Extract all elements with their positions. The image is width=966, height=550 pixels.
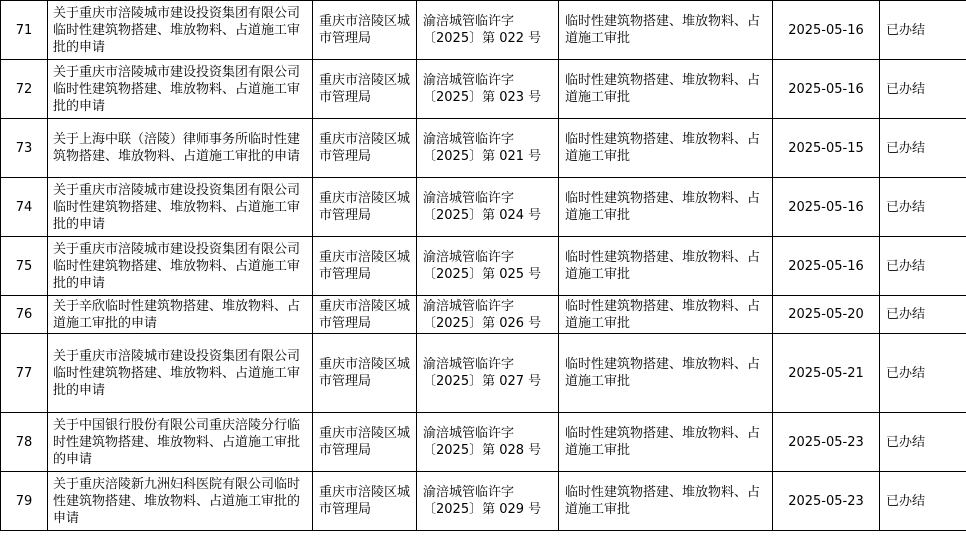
permit-prefix: 渝涪城管临许字 (423, 298, 515, 314)
row-number: 76 (1, 296, 48, 334)
approval-date: 2025-05-23 (773, 472, 880, 531)
approval-date: 2025-05-20 (773, 296, 880, 334)
approval-date: 2025-05-16 (773, 60, 880, 119)
permit-number (417, 119, 559, 178)
status: 已办结 (880, 237, 966, 296)
row-number: 79 (1, 472, 48, 531)
department: 重庆市涪陵区城市管理局 (313, 413, 417, 472)
table-row (1, 472, 966, 531)
application-title: 关于重庆涪陵新九洲妇科医院有限公司临时性建筑物搭建、堆放物料、占道施工审批的申请 (48, 472, 313, 531)
department: 重庆市涪陵区城市管理局 (313, 472, 417, 531)
row-number: 71 (1, 1, 48, 60)
approval-type: 临时性建筑物搭建、堆放物料、占道施工审批 (559, 413, 773, 472)
table-row (1, 60, 966, 119)
permit-prefix: 渝涪城管临许字 (423, 357, 515, 372)
application-title: 关于上海中联（涪陵）律师事务所临时性建筑物搭建、堆放物料、占道施工审批的申请 (48, 119, 313, 178)
approval-date: 2025-05-16 (773, 178, 880, 237)
department: 重庆市涪陵区城市管理局 (313, 334, 417, 413)
row-number: 75 (1, 237, 48, 296)
status: 已办结 (880, 60, 966, 119)
status: 已办结 (880, 334, 966, 413)
department: 重庆市涪陵区城市管理局 (313, 237, 417, 296)
row-number: 73 (1, 119, 48, 178)
permit-serial: 〔2025〕第 027 号 (423, 374, 542, 389)
row-number: 78 (1, 413, 48, 472)
permit-serial: 〔2025〕第 029 号 (423, 502, 542, 517)
status: 已办结 (880, 413, 966, 472)
department: 重庆市涪陵区城市管理局 (313, 119, 417, 178)
permit-prefix: 渝涪城管临许字 (423, 73, 515, 88)
approval-type: 临时性建筑物搭建、堆放物料、占道施工审批 (559, 1, 773, 60)
permit-number (417, 334, 559, 413)
approval-type: 临时性建筑物搭建、堆放物料、占道施工审批 (559, 472, 773, 531)
permit-number (417, 472, 559, 531)
approval-date: 2025-05-16 (773, 237, 880, 296)
permit-number (417, 178, 559, 237)
table-row (1, 1, 966, 60)
table-row (1, 334, 966, 413)
permit-prefix: 渝涪城管临许字 (423, 485, 515, 500)
approval-type: 临时性建筑物搭建、堆放物料、占道施工审批 (559, 178, 773, 237)
permit-number (417, 237, 559, 296)
permit-serial: 〔2025〕第 024 号 (423, 208, 542, 223)
table-row (1, 413, 966, 472)
permit-prefix: 渝涪城管临许字 (423, 191, 515, 206)
permit-serial: 〔2025〕第 023 号 (423, 90, 542, 105)
permit-serial: 〔2025〕第 026 号 (423, 315, 542, 331)
application-title: 关于辛欣临时性建筑物搭建、堆放物料、占道施工审批的申请 (48, 296, 313, 334)
approval-type: 临时性建筑物搭建、堆放物料、占道施工审批 (559, 119, 773, 178)
approval-type: 临时性建筑物搭建、堆放物料、占道施工审批 (559, 334, 773, 413)
permit-prefix: 渝涪城管临许字 (423, 132, 515, 147)
table-row (1, 296, 966, 334)
application-title: 关于重庆市涪陵城市建设投资集团有限公司临时性建筑物搭建、堆放物料、占道施工审批的申请 (48, 237, 313, 296)
permit-prefix: 渝涪城管临许字 (423, 426, 515, 441)
status: 已办结 (880, 472, 966, 531)
department: 重庆市涪陵区城市管理局 (313, 296, 417, 334)
permit-number (417, 413, 559, 472)
approval-type: 临时性建筑物搭建、堆放物料、占道施工审批 (559, 60, 773, 119)
status: 已办结 (880, 296, 966, 334)
permit-prefix: 渝涪城管临许字 (423, 250, 515, 265)
table-row (1, 237, 966, 296)
permit-serial: 〔2025〕第 021 号 (423, 149, 542, 164)
row-number: 72 (1, 60, 48, 119)
row-number: 74 (1, 178, 48, 237)
permit-prefix: 渝涪城管临许字 (423, 14, 515, 29)
approval-date: 2025-05-15 (773, 119, 880, 178)
approval-date: 2025-05-21 (773, 334, 880, 413)
approval-date: 2025-05-16 (773, 1, 880, 60)
permit-serial: 〔2025〕第 022 号 (423, 31, 542, 46)
approval-type: 临时性建筑物搭建、堆放物料、占道施工审批 (559, 237, 773, 296)
department: 重庆市涪陵区城市管理局 (313, 1, 417, 60)
permit-serial: 〔2025〕第 028 号 (423, 443, 542, 458)
permit-serial: 〔2025〕第 025 号 (423, 267, 542, 282)
permit-number (417, 296, 559, 334)
permit-number (417, 1, 559, 60)
table-row (1, 119, 966, 178)
application-title: 关于重庆市涪陵城市建设投资集团有限公司临时性建筑物搭建、堆放物料、占道施工审批的申请 (48, 334, 313, 413)
status: 已办结 (880, 1, 966, 60)
application-title: 关于中国银行股份有限公司重庆涪陵分行临时性建筑物搭建、堆放物料、占道施工审批的申请 (48, 413, 313, 472)
application-title: 关于重庆市涪陵城市建设投资集团有限公司临时性建筑物搭建、堆放物料、占道施工审批的申请 (48, 1, 313, 60)
approval-date: 2025-05-23 (773, 413, 880, 472)
application-title: 关于重庆市涪陵城市建设投资集团有限公司临时性建筑物搭建、堆放物料、占道施工审批的申请 (48, 178, 313, 237)
permit-number (417, 60, 559, 119)
department: 重庆市涪陵区城市管理局 (313, 178, 417, 237)
status: 已办结 (880, 178, 966, 237)
approval-type: 临时性建筑物搭建、堆放物料、占道施工审批 (559, 296, 773, 334)
row-number: 77 (1, 334, 48, 413)
application-title: 关于重庆市涪陵城市建设投资集团有限公司临时性建筑物搭建、堆放物料、占道施工审批的申请 (48, 60, 313, 119)
status: 已办结 (880, 119, 966, 178)
department: 重庆市涪陵区城市管理局 (313, 60, 417, 119)
table-row (1, 178, 966, 237)
